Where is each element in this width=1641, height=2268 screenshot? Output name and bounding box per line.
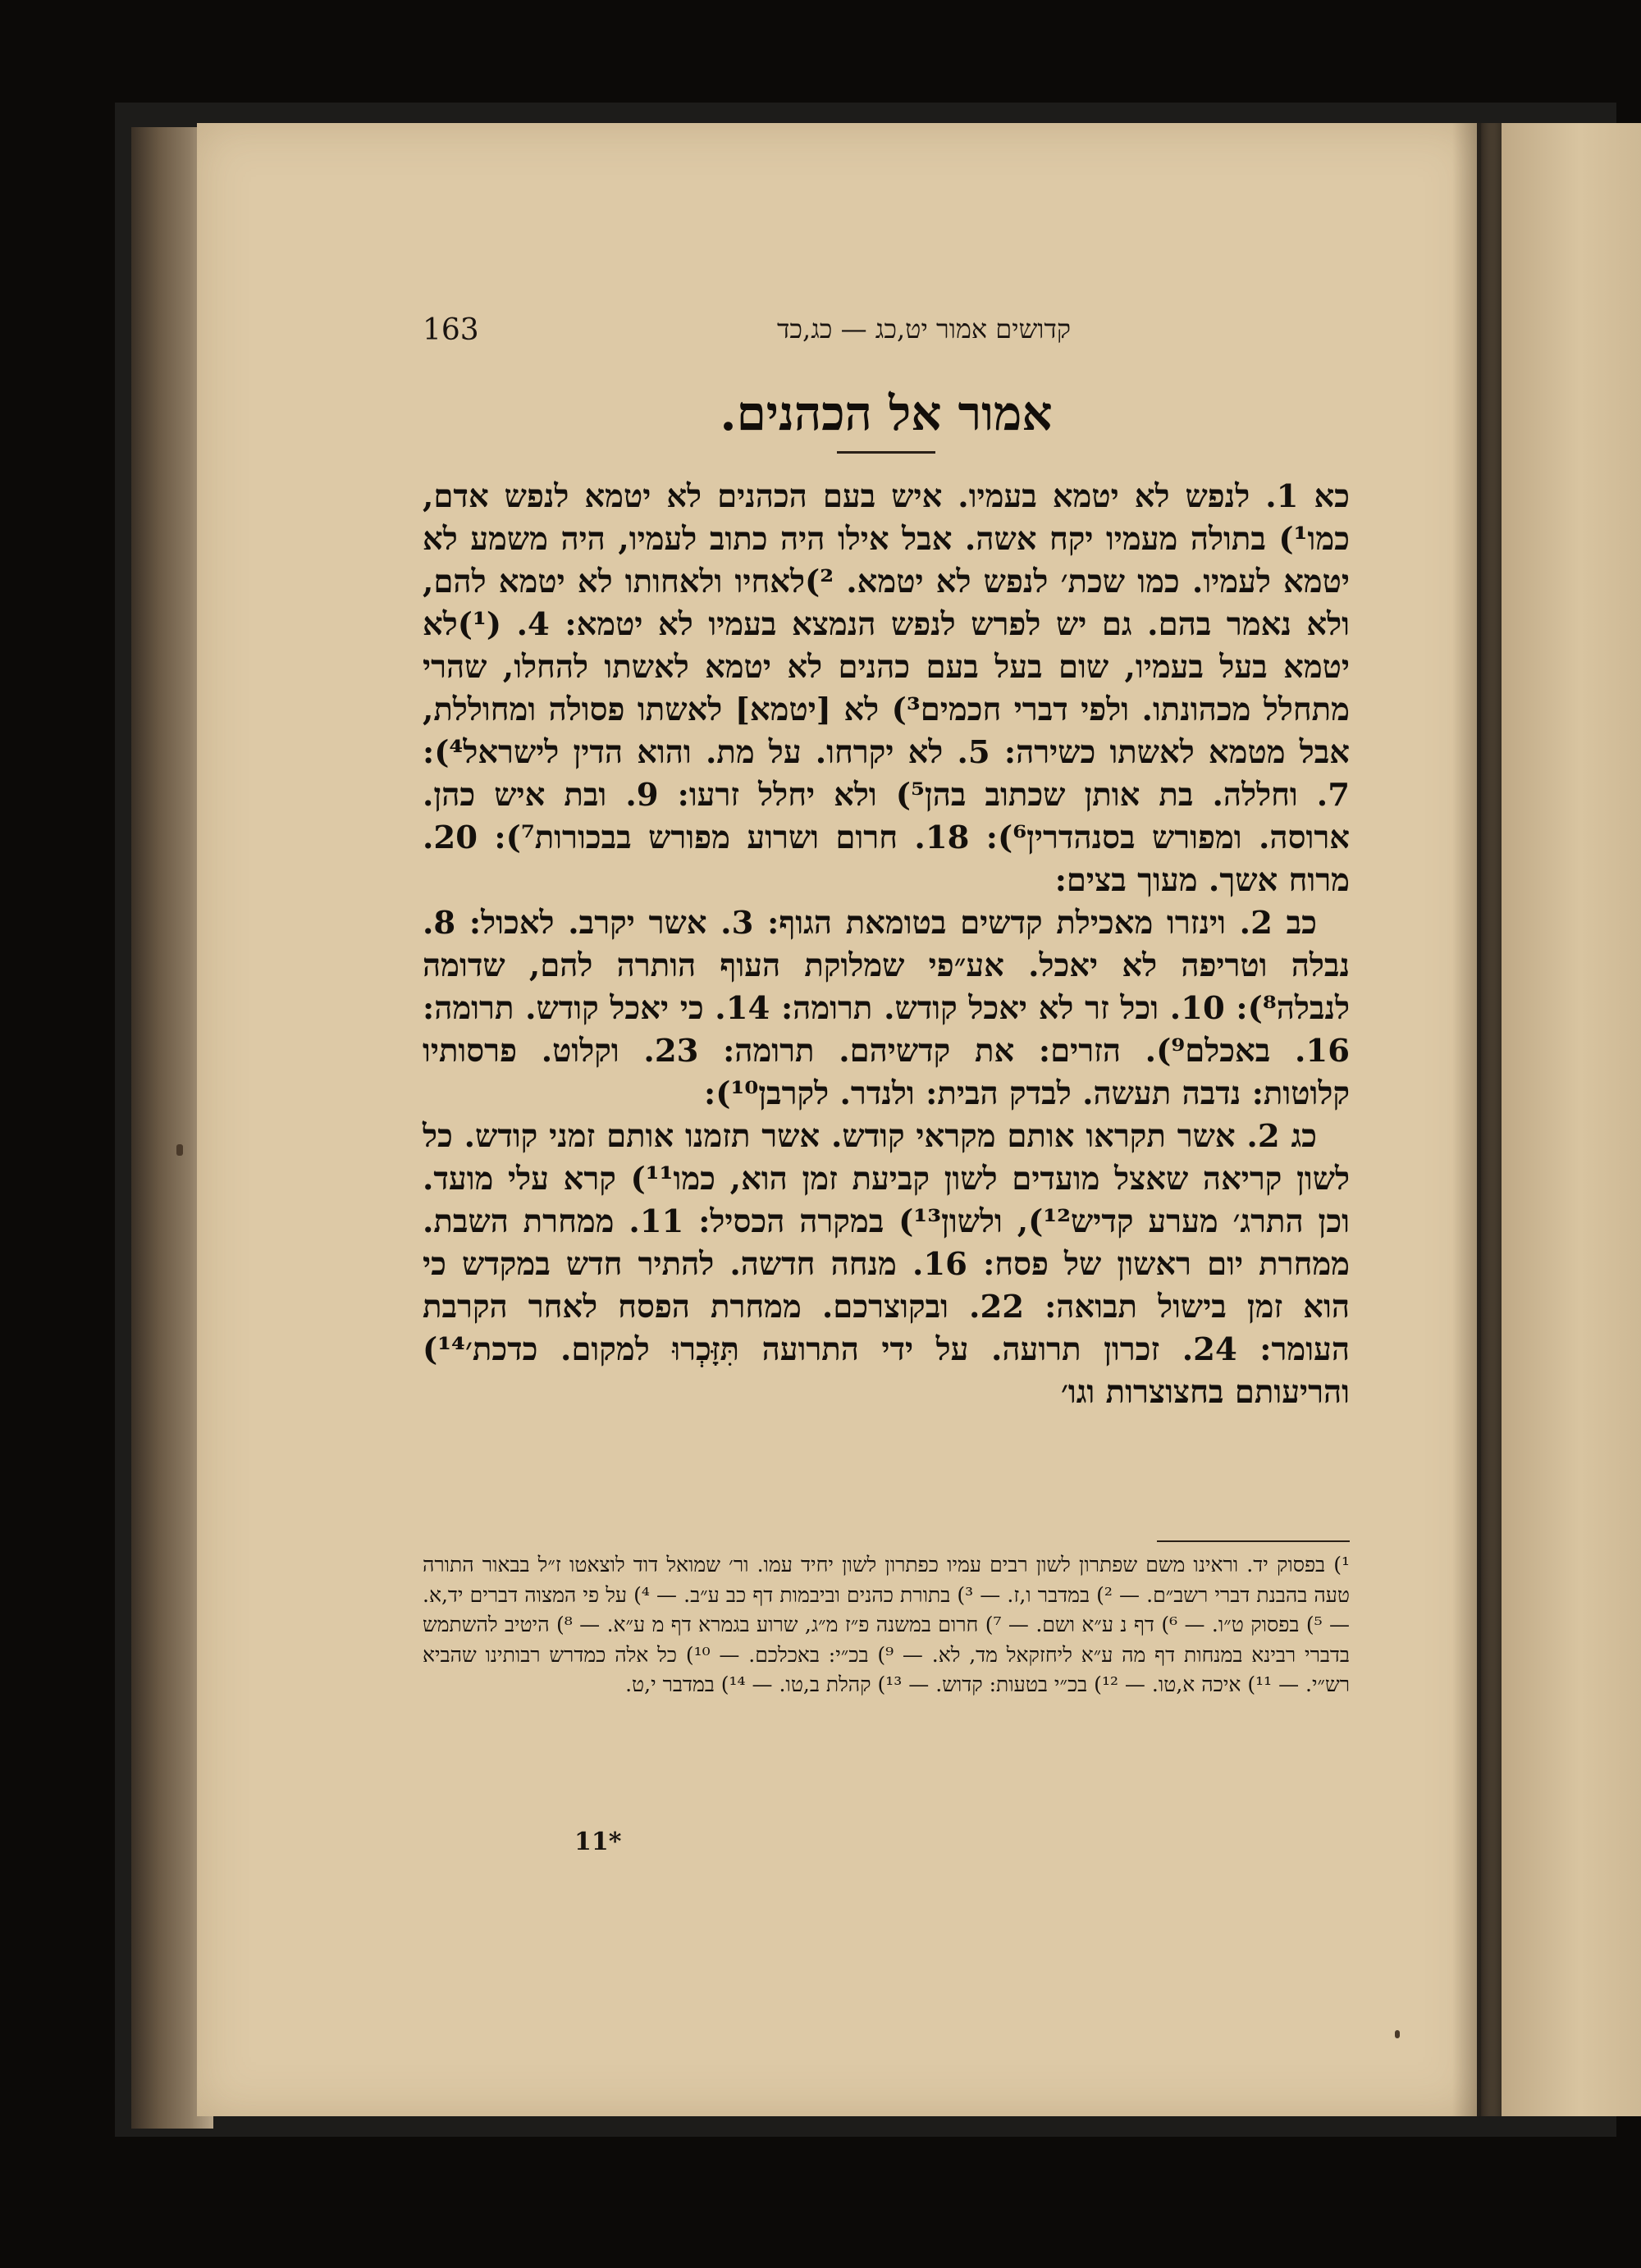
paragraph-ch21: כא 1. לנפש לא יטמא בעמיו. איש בעם הכהנים לא יטמא לנפש אדם, כמו¹) בתולה מעמיו יקח אשה. אבל אילו היה כתוב לעמיו, היה משמע לא יטמא לעמיו. כמו שכת׳ לנפש לא יטמא. ²)לאחיו ולאחותו לא יטמא להם, ולא נאמר בהם. גם יש לפרש לנפש הנמצא בעמיו לא יטמא: 4. (¹)לא יטמא בעל בעמיו, שום בעל בעם כהנים לא יטמא לאשתו להחלו, שהרי מתחלל מכהונתו. ולפי דברי חכמים³) לא [יטמא] לאשתו פסולה ומחוללת, אבל מטמא לאשתו כשירה: 5. לא יקרחו. על מת. והוא הדין לישראל⁴): 7. וחללה. בת אותן שכתוב בהן⁵) ולא יחלל זרעו: 9. ובת איש כהן. ארוסה. ומפורש בסנהדרין⁶): 18. חרום ושרוע מפורש בבכורות⁷): 20. מרוח אשך. מעוך בצים: (423, 478, 1351, 899)
title-rule (837, 451, 935, 454)
page-header (423, 313, 1350, 363)
footnotes: ¹) בפסוק יד. וראינו משם שפתרון לשון רבים עמיו כפתרון לשון יחיד עמו. ור׳ שמואל דוד לוצאטו ז״ל בבאור התורה טעה בהבנת דברי רשב״ם. — ²) במדבר ו,ז. — ³) בתורת כהנים וביבמות דף כב ע״ב. — ⁴) על פי המצוה דברים יד,א. — ⁵) בפסוק ט״ו. — ⁶) דף נ ע״א ושם. — ⁷) חרום במשנה פ״ז מ״ג, שרוע בגמרא דף מ ע״א. — ⁸) היטיב להשתמש בדברי רבינא במנחות דף מה ע״א ליחזקאל מד, לא. — ⁹) בכ״י: באכלכם. — ¹⁰) כל אלה כמדרש רבותינו שהביא רש״י. — ¹¹) איכה א,טו. — ¹²) בכ״י בטעות: קדוש. — ¹³) קהלת ב,טו. — ¹⁴) במדבר י,ט. (423, 1553, 1351, 1696)
signature-mark: 11* (574, 1828, 622, 1856)
paper-speck (1395, 2030, 1400, 2038)
book-gutter (1452, 123, 1502, 2116)
footnote-rule (1157, 1540, 1350, 1542)
paper-speck (176, 1144, 183, 1156)
running-head: קדושים אמור יט,כג — כג,כד (777, 313, 1071, 345)
body-text (423, 476, 1350, 1414)
page-number: 163 (423, 313, 479, 347)
right-page-edge (1481, 123, 1641, 2116)
paragraph-ch22: כב 2. וינזרו מאכילת קדשים בטומאת הגוף: 3. אשר יקרב. לאכול: 8. נבלה וטריפה לא יאכל. אע״פי שמלוקת העוף הותרה להם, שדומה לנבלה⁸): 10. וכל זר לא יאכל קודש. תרומה: 14. כי יאכל קודש. תרומה: 16. באכלם⁹). הזרים: את קדשיהם. תרומה: 23. וקלוט. פרסותיו קלוטות: נדבה תעשה. לבדק הבית: ולנדר. לקרבן¹⁰): (423, 905, 1350, 1112)
paragraph-ch23: כג 2. אשר תקראו אותם מקראי קודש. אשר תזמנו אותם זמני קודש. כל לשון קריאה שאצל מועדים לשון קביעת זמן הוא, כמו¹¹) קרא עלי מועד. וכן התרג׳ מערע קדיש¹²), ולשון¹³) במקרה הכסיל: 11. ממחרת השבת. ממחרת יום ראשון של פסח: 16. מנחה חדשה. להתיר חדש במקדש כי הוא זמן בישול תבואה: 22. ובקוצרכם. ממחרת הפסח לאחר הקרבת העומר: 24. זכרון תרועה. על ידי התרועה תִּזָּכְרוּ למקום. כדכת׳¹⁴) והריעותם בחצוצרות וגו׳ (423, 1118, 1351, 1411)
section-title: אמור אל הכהנים. (720, 386, 1053, 441)
